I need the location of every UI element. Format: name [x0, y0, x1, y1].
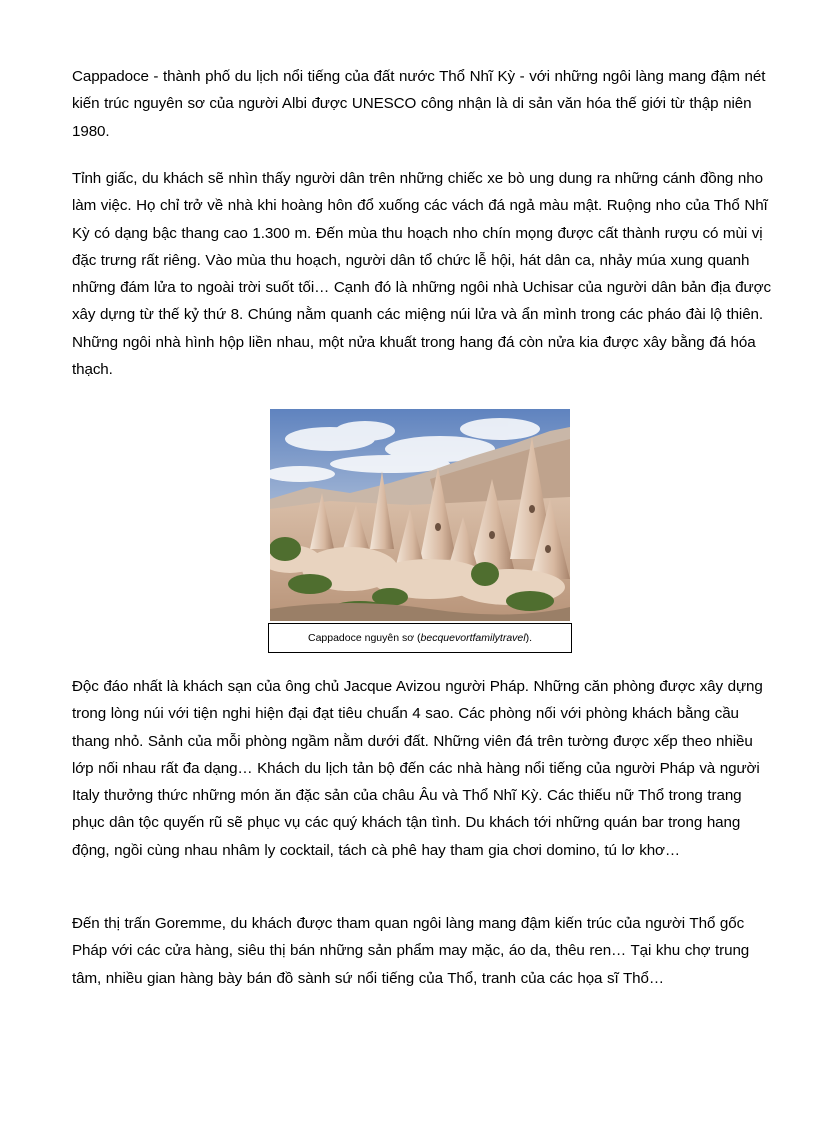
- caption-text: Cappadoce nguyên sơ (: [307, 632, 421, 644]
- paragraph-hotel: Độc đáo nhất là khách sạn của ông chủ Jacque Avizou người Pháp. Những căn phòng được xây dựng trong lòng núi với tiện nghi hiện đại đạt tiêu chuẩn 4 sao. Các phòng nối với phòng khách bằng cầu thang nhỏ. Sảnh của mỗi phòng ngầm nằm dưới đất. Những viên đá trên tường được xếp theo nhiều lớp nối nhau rất đa dạng… Khách du lịch tản bộ đến các nhà hàng nổi tiếng của người Pháp và người Italy thưởng thức những món ăn đặc sản của châu Âu và Thổ Nhĩ Kỳ. Các thiếu nữ Thổ trong trang phục dân tộc quyến rũ sẽ phục vụ các quý khách tận tình. Du khách tới những quán bar trong hang động, ngồi cùng nhau nhâm ly cocktail, tách cà phê hay tham gia chơi domino, tú lơ khơ…: [72, 678, 763, 859]
- landscape-illustration: [270, 409, 570, 621]
- paragraph-intro: Cappadoce - thành phố du lịch nổi tiếng của đất nước Thổ Nhĩ Kỳ - với những ngôi làng mang đậm nét kiến trúc nguyên sơ của người Albi được UNESCO công nhận là di sản văn hóa thế giới từ thập niên 1980.: [72, 68, 766, 140]
- caption-source: becquevortfamilytravel: [420, 632, 526, 644]
- paragraph-vineyards: Tỉnh giấc, du khách sẽ nhìn thấy người dân trên những chiếc xe bò ung dung ra những cánh đồng nho làm việc. Họ chỉ trở về nhà khi hoàng hôn đổ xuống các vách đá ngả màu mật. Ruộng nho của Thổ Nhĩ Kỳ có dạng bậc thang cao 1.300 m. Đến mùa thu hoạch nho chín mọng được cất thành rượu có mùi vị đặc trưng rất riêng. Vào mùa thu hoạch, người dân tổ chức lễ hội, hát dân ca, nhảy múa xung quanh những đám lửa to ngoài trời suốt tối… Cạnh đó là những ngôi nhà Uchisar của người dân bản địa được xây dựng từ thế kỷ thứ 8. Chúng nằm quanh các miệng núi lửa và ẩn mình trong các pháo đài lộ thiên. Những ngôi nhà hình hộp liền nhau, một nửa khuất trong hang đá còn nửa kia được xây bằng đá hóa thạch.: [72, 170, 771, 379]
- figure-caption: [268, 623, 572, 653]
- caption-close: ).: [525, 632, 532, 644]
- cappadocia-photo: [270, 409, 570, 621]
- paragraph-goremme: Đến thị trấn Goremme, du khách được tham quan ngôi làng mang đậm kiến trúc của người Thổ gốc Pháp với các cửa hàng, siêu thị bán những sản phẩm may mặc, áo da, thêu ren… Tại khu chợ trung tâm, nhiều gian hàng bày bán đồ sành sứ nổi tiếng của Thổ, tranh của các họa sĩ Thổ…: [72, 915, 750, 987]
